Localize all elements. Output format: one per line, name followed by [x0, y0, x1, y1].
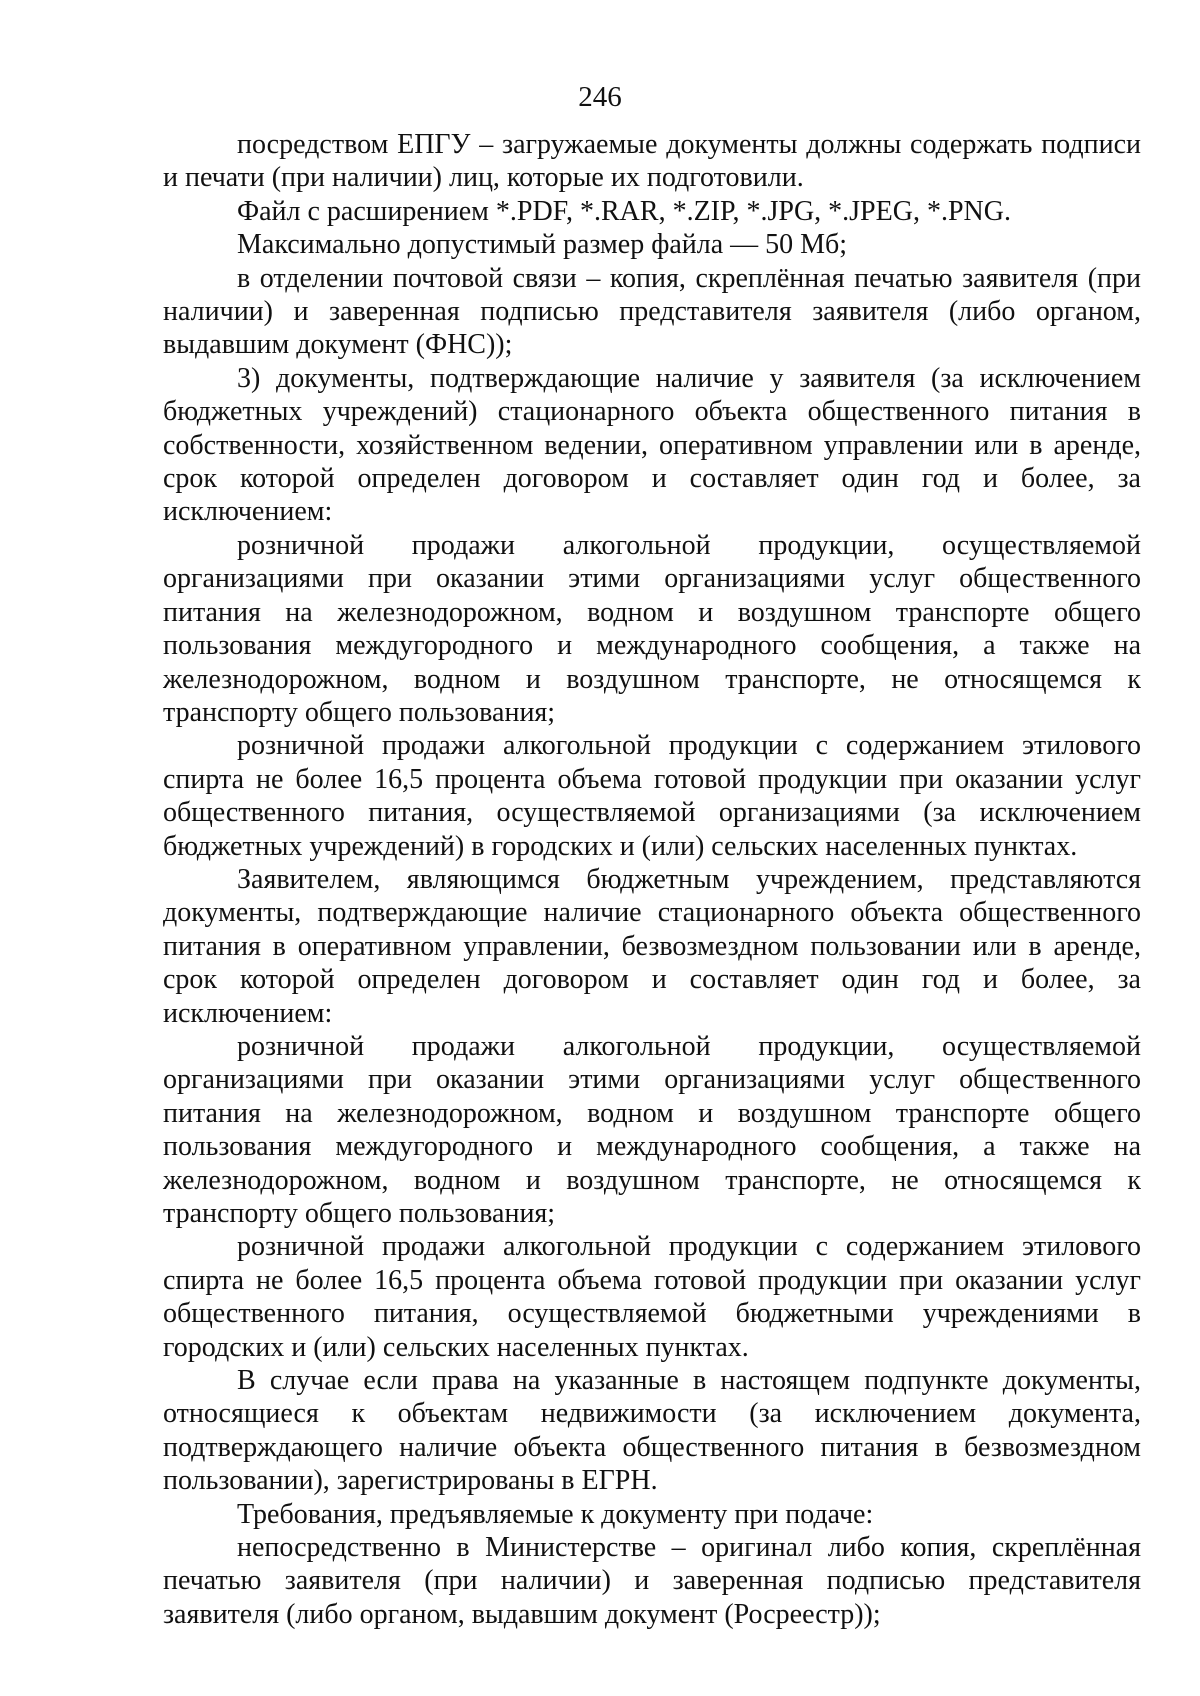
paragraph-submission-requirements: Требования, предъявляемые к документу при подаче:: [237, 1498, 874, 1530]
paragraph-epgu-requirements: посредством ЕПГУ – загружаемые документы должны содержать подписи и печати (при наличии) лиц, которые их подготовили.: [163, 129, 1141, 194]
paragraph-exception-low-alcohol: розничной продажи алкогольной продукции с содержанием этилового спирта не более 16,5 процента объема готовой продукции при оказании услуг общественного питания, осуществляемой организациями (за исключением бюджетных учреждений) в городских и (или) сельских населенных пунктах.: [163, 730, 1141, 862]
paragraph-item-3-documents: 3) документы, подтверждающие наличие у заявителя (за исключением бюджетных учреждений) стационарного объекта общественного питания в собственности, хозяйственном ведении, оперативном управлении или в аренде, срок которой определен договором и составляет один год и более, за исключением:: [163, 362, 1141, 528]
document-body: [163, 128, 1141, 1631]
page-number: 246: [578, 81, 622, 113]
paragraph-exception-transport: розничной продажи алкогольной продукции, осуществляемой организациями при оказании этими организациями услуг общественного питания на железнодорожном, водном и воздушном транспорте общего пользования междугородного и международного сообщения, а также на железнодорожном, водном и воздушном транспорте, не относящемся к транспорту общего пользования;: [163, 529, 1141, 728]
paragraph-budget-institution: Заявителем, являющимся бюджетным учреждением, представляются документы, подтверждающие наличие стационарного объекта общественного питания в оперативном управлении, безвозмездном пользовании или в аренде, срок которой определен договором и составляет один год и более, за исключением:: [163, 863, 1141, 1029]
paragraph-egrn-registration: В случае если права на указанные в настоящем подпункте документы, относящиеся к объектам недвижимости (за исключением документа, подтверждающего наличие объекта общественного питания в безвозмездном пользовании), зарегистрированы в ЕГРН.: [163, 1365, 1141, 1497]
paragraph-postal-office: в отделении почтовой связи – копия, скреплённая печатью заявителя (при наличии) и заверенная подписью представителя заявителя (либо органом, выдавшим документ (ФНС));: [163, 262, 1141, 361]
paragraph-ministry-submission: непосредственно в Министерстве – оригинал либо копия, скреплённая печатью заявителя (при наличии) и заверенная подписью представителя заявителя (либо органом, выдавшим документ (Росреестр));: [163, 1532, 1141, 1630]
paragraph-file-extensions: Файл с расширением *.PDF, *.RAR, *.ZIP, *.JPG, *.JPEG, *.PNG.: [237, 195, 1011, 227]
paragraph-max-file-size: Максимально допустимый размер файла — 50 Мб;: [237, 229, 848, 261]
paragraph-exception-transport-budget: розничной продажи алкогольной продукции, осуществляемой организациями при оказании этими организациями услуг общественного питания на железнодорожном, водном и воздушном транспорте общего пользования междугородного и международного сообщения, а также на железнодорожном, водном и воздушном транспорте, не относящемся к транспорту общего пользования;: [163, 1030, 1141, 1229]
paragraph-exception-low-alcohol-budget: розничной продажи алкогольной продукции с содержанием этилового спирта не более 16,5 процента объема готовой продукции при оказании услуг общественного питания, осуществляемой бюджетными учреждениями в городских и (или) сельских населенных пунктах.: [163, 1231, 1141, 1363]
